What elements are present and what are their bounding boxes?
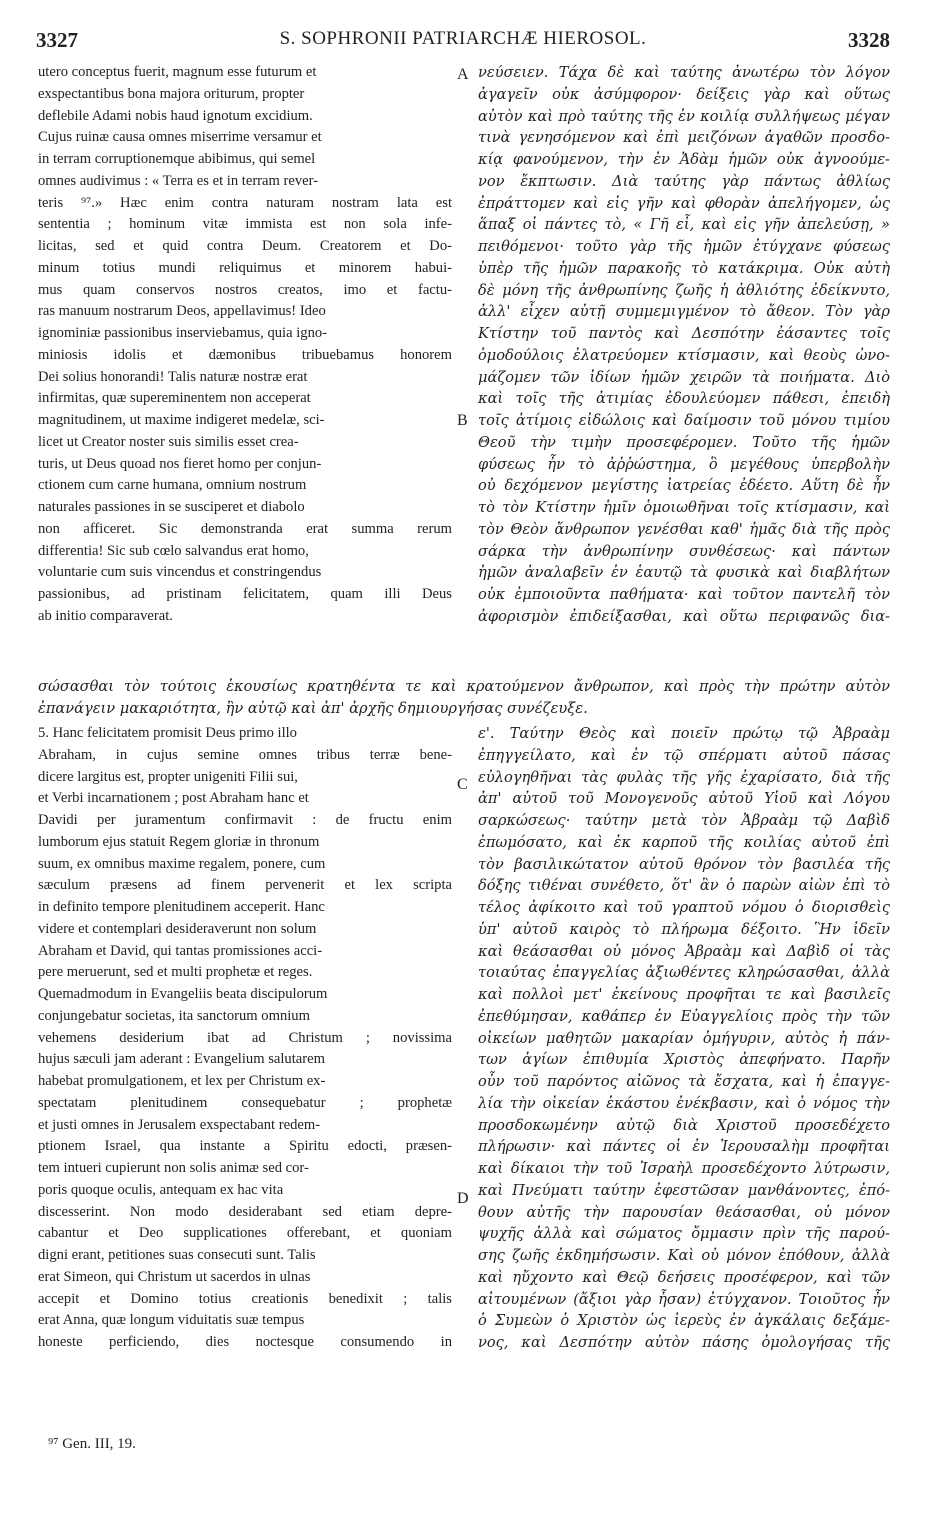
page-header xyxy=(36,28,890,54)
greek-text-line: ὑπ' αὐτοῦ καιρὸς τὸ πλήρωμα δέξοιτο. Ἣν ἰδεῖν xyxy=(478,920,890,938)
latin-text-line: licitas, sed et quid contra Deum. Creatorem et Do- xyxy=(38,238,452,254)
latin-text-line: et Verbi incarnationem ; post Abraham hanc et xyxy=(38,790,309,807)
latin-text-line: poris quoque oculis, antequam ex hac vita xyxy=(38,1181,284,1198)
greek-text-line: καὶ ηὔχοντο καὶ Θεῷ δεήσεις προσέφερον, καὶ τῶν xyxy=(478,1268,890,1286)
latin-text-line: teris ⁹⁷.» Hæc enim contra naturam nostram lata est xyxy=(38,194,452,211)
latin-text-line: sententia ; hominum vitæ immista est non sola infe- xyxy=(38,216,452,233)
latin-text-line: sæculum præsens ad finem pervenerit et lex scripta xyxy=(38,877,452,894)
latin-text-line: et justi omnes in Jerusalem exspectabant redem- xyxy=(38,1116,321,1133)
greek-text-line: αἰτουμένων (ἄξιοι γὰρ ἦσαν) ἐτύγχανον. Τοιοῦτος ἦν xyxy=(478,1290,890,1308)
latin-text-line: conjungebatur societas, ita sanctorum omnium xyxy=(38,1007,310,1024)
latin-text-line: exspectantibus bona majora oriturum, propter xyxy=(38,85,305,102)
greek-text-line: καὶ δίκαιοι τὴν τοῦ Ἰσραὴλ προσεδέχοντο λύτρωσιν, xyxy=(478,1160,890,1177)
greek-text-line: ἐπράττομεν καὶ εἰς γῆν καὶ φθορὰν ἀπελήγομεν, ὡς xyxy=(478,194,890,212)
greek-text-line: ἐπωμόσατο, καὶ ἐκ καρποῦ τῆς κοιλίας αὐτοῦ ἐπὶ xyxy=(478,833,890,851)
greek-text-line: σαρκώσεως· ταύτην μετὰ τὸν Ἀβραὰμ τῷ Δαβὶδ xyxy=(478,812,890,829)
greek-text-line: ἀγαγεῖν οὐκ ἀσύμφορον· δείξεις γὰρ καὶ οὕτως xyxy=(478,85,890,103)
greek-text-line: τὸν Θεὸν ἄνθρωπον γενέσθαι καθ' ἡμᾶς διὰ τῆς πρὸς xyxy=(478,520,890,538)
latin-text-line: ptionem Israel, qua instante a Spiritu edocti, præsen- xyxy=(38,1138,452,1155)
margin-marker-c: C xyxy=(457,776,468,793)
latin-text-line: infirmitas, quæ supereminentem non acceperat xyxy=(38,390,311,407)
latin-text-line: lumborum ejus statuit Regem gloriæ in thronum xyxy=(38,833,320,850)
greek-text-line: ἐπεθύμησαν, καθάπερ ἐν Εὐαγγελίοις πρὸς τὴν τῶν xyxy=(478,1007,890,1025)
latin-text-line: Abraham, in cujus semine omnes tribus terræ bene- xyxy=(38,746,452,763)
greek-text-line: ἐπηγγείλατο, καὶ ἐν τῷ σπέρματι αὐτοῦ πάσας xyxy=(478,746,890,764)
greek-text-line: Θεοῦ τὴν τιμὴν προσεφέρομεν. Τοῦτο τῆς ἡμῶν xyxy=(478,433,890,451)
greek-text-line: των ἁγίων ἐπιθυμία Χριστὸς ἀπεφήνατο. Παρῆν xyxy=(478,1051,890,1069)
greek-text-line: ψυχῆς ἀλλὰ καὶ σώματος ὄμμασιν πρὶν τῆς παρού- xyxy=(478,1225,890,1243)
greek-text-line: πλήρωσιν· καὶ πάντες οἱ ἐν Ἱερουσαλὴμ προφῆται xyxy=(478,1138,890,1156)
greek-text-line: οἰκείων μαθητῶν μακαρίαν ὁμήγυριν, αὐτὸς ἡ πάν- xyxy=(478,1029,890,1047)
latin-text-line: turis, ut Deus quoad nos fieret homo per conjun- xyxy=(38,455,322,472)
greek-text-line: εὐλογηθῆναι τὰς φυλὰς τῆς γῆς ἐχαρίσατο, διὰ τῆς xyxy=(478,768,890,786)
greek-text-line: ἡμῶν ἀναλαβεῖν ἐν ἑαυτῷ τὰ φυσικὰ καὶ διαβλήτων xyxy=(478,564,890,582)
greek-text-line: καὶ Πνεύματι ταύτην ἐφεστῶσαν μανθάνοντες, ἐπό- xyxy=(478,1181,890,1199)
left-page-number: 3327 xyxy=(36,28,78,52)
latin-text-line: tem intueri cupierunt non solis animæ sed cor- xyxy=(38,1160,309,1176)
greek-text-line: οὖν τοῦ παρόντος αἰῶνος τὰ ἔσχατα, καὶ ἡ ἐπαγγε- xyxy=(478,1073,890,1090)
greek-text-line: καὶ τοῖς τῆς ἀτιμίας ἐδουλεύομεν πάθεσι, ἐπειδὴ xyxy=(478,390,890,408)
latin-text-line: differentia! Sic sub cœlo salvandus erat homo, xyxy=(38,542,309,559)
latin-text-line: cabantur et Deo supplicationes offerebant, et quoniam xyxy=(38,1225,452,1242)
latin-text-line: digni erant, petitiones suas consecuti sunt. Talis xyxy=(38,1247,316,1263)
greek-text-line: ὁ Συμεὼν ὁ Χριστὸν ὡς ἱερεὺς ἐν ἀγκάλαις δεξάμε- xyxy=(478,1312,890,1330)
latin-column-top xyxy=(38,62,452,628)
latin-text-line: licet ut Creator noster suis similis esset crea- xyxy=(38,433,299,450)
greek-text-line: τὸ τὸν Κτίστην ἡμῖν ὁμοιωθῆναι τοῖς κτίσμασιν, καὶ xyxy=(478,499,890,516)
footnote: ⁹⁷ Gen. III, 19. xyxy=(48,1436,136,1452)
latin-text-line: minum totius mundi reliquimus et minorem habui- xyxy=(38,259,452,276)
latin-text-line: habebat promulgationem, et lex per Christum ex- xyxy=(38,1073,326,1089)
latin-column-bottom xyxy=(38,723,452,1354)
greek-text-line: σάρκα τὴν ἀνθρωπίνην συνθέσεως· καὶ πάντων xyxy=(478,542,890,560)
latin-text-line: vehemens desiderium ibat ad Christum ; novissima xyxy=(38,1029,452,1046)
latin-text-line: magnitudinem, ut maxime indigeret medelæ, sci- xyxy=(38,412,325,428)
greek-text-line: αὐτὸν καὶ πρὸ ταύτης τῆς ἐν κοιλίᾳ συλλήψεως μέγαν xyxy=(478,107,890,125)
greek-text-line: τέλος ἀφίκοιτο καὶ τοῦ γραπτοῦ νόμου ὁ διορισθεὶς xyxy=(478,899,890,916)
greek-text-line: οὐ δεχόμενον μεγίστης ἰατρείας ἐδέετο. Αὕτη δὲ ἦν xyxy=(478,477,890,495)
greek-text-line: φύσεως ἦν τὸ ἀῤῥώστημα, ὃ μεγέθους ὑπερβολὴν xyxy=(478,455,890,473)
latin-text-line: deflebile Adami nobis haud ignotum excidium. xyxy=(38,107,313,124)
latin-text-line: honeste perficiendo, dies noctesque consumendo in xyxy=(38,1334,452,1350)
latin-text-line: Quemadmodum in Evangeliis beata discipulorum xyxy=(38,986,328,1002)
greek-text-line: ἀπ' αὐτοῦ τοῦ Μονογενοῦς αὐτοῦ Υἱοῦ καὶ Λόγου xyxy=(478,790,890,808)
latin-text-line: pere meruerunt, sed et multi prophetæ et reges. xyxy=(38,964,313,981)
greek-text-line: ἀφορισμὸν ἐπιδείξασθαι, καὶ οὕτω περιφανῶς δια- xyxy=(478,607,890,625)
latin-text-line: erat Simeon, qui Christum ut sacerdos in ulnas xyxy=(38,1268,311,1285)
greek-text-line: νον ἔκπτωσιν. Διὰ ταύτης γὰρ πάντως ἀθλίως xyxy=(478,172,890,190)
greek-text-line: μάζομεν τῶν ἰδίων ἡμῶν χειρῶν τὰ ποιήματα. Διὸ xyxy=(478,368,890,386)
greek-text-line: καὶ θεάσασθαι οὐ μόνος Ἀβραὰμ καὶ Δαβὶδ οἱ τὰς xyxy=(478,942,890,960)
greek-text-line: ὁμοδούλοις ἐλατρεύομεν κτίσμασιν, καὶ θεοὺς ὠνο- xyxy=(478,346,890,364)
latin-text-line: hujus sæculi jam aderant : Evangelium salutarem xyxy=(38,1051,325,1068)
latin-text-line: discesserint. Non modo desiderabant sed etiam depre- xyxy=(38,1203,452,1220)
greek-text-line: δόξης τιθέναι συνέθετο, ὅτ' ἂν ὁ παρὼν αἰὼν ἐπὶ τὸ xyxy=(478,877,890,895)
greek-spanning-line: ἐπανάγειν μακαριότητα, ἣν αὐτῷ καὶ ἀπ' ἀρχῆς δημιουργήσας συνέζευξε. xyxy=(38,699,588,717)
greek-text-line: κίᾳ φανούμενον, τὴν ἐν Ἀδὰμ ἡμῶν οὐκ ἀγνοούμε- xyxy=(478,151,890,168)
latin-text-line: 5. Hanc felicitatem promisit Deus primo illo xyxy=(38,725,297,741)
greek-text-line: πειθόμενοι· τοῦτο γὰρ τῆς ἡμῶν ἐτύγχανε φύσεως xyxy=(478,238,890,255)
latin-text-line: Abraham et David, qui tantas promissiones acci- xyxy=(38,942,323,959)
greek-text-line: δὲ μόνη τῆς ἀνθρωπίνης ζωῆς ἡ ἀθλιότης ἐδείκνυτο, xyxy=(478,281,890,299)
latin-text-line: in definito tempore plenitudinem acceperit. Hanc xyxy=(38,899,325,915)
latin-text-line: spectatam plenitudinem consequebatur ; prophetæ xyxy=(38,1094,452,1111)
greek-text-line: θουν αὐτῆς τὴν παρουσίαν θεάσασθαι, οὐ μόνον xyxy=(478,1203,890,1221)
latin-text-line: miniosis idolis et dæmonibus tribuebamus honorem xyxy=(38,346,452,363)
latin-text-line: ab initio comparaverat. xyxy=(38,607,173,624)
latin-text-line: ignominiæ passionibus inserviebamus, quia igno- xyxy=(38,325,328,341)
latin-text-line: accepit et Domino totius creationis benedixit ; talis xyxy=(38,1290,452,1307)
greek-text-line: τοιαύτας ἐπαγγελίας ἀξιωθέντες κληρώσασθαι, ἀλλὰ xyxy=(478,964,890,982)
latin-text-line: videre et contemplari desideraverunt non solum xyxy=(38,920,317,937)
latin-text-line: in terram corruptionemque abibimus, qui semel xyxy=(38,151,316,167)
running-title: S. SOPHRONII PATRIARCHÆ HIEROSOL. xyxy=(279,28,647,49)
latin-text-line: mus quam conservos nostros creatos, imo et factu- xyxy=(38,281,452,298)
latin-text-line: Dei solius honorandi! Talis naturæ nostræ erat xyxy=(38,368,308,385)
greek-text-line: σης ζωῆς ἐκδημήσωσιν. Καὶ οὐ μόνον ἐπόθουν, ἀλλὰ xyxy=(478,1247,890,1264)
margin-marker-a: A xyxy=(457,66,469,83)
latin-text-line: Davidi per juramentum confirmavit : de fructu enim xyxy=(38,812,452,828)
greek-text-line: ἅπαξ οἱ πάντες τὸ, « Γῆ εἶ, καὶ εἰς γῆν ἀπελεύσῃ, » xyxy=(478,216,890,234)
right-page-number: 3328 xyxy=(848,28,890,52)
latin-text-line: dicere largitus est, propter unigeniti Filii sui, xyxy=(38,768,298,785)
latin-text-line: omnes audivimus : « Terra es et in terram rever- xyxy=(38,172,319,189)
latin-text-line: voluntarie cum suis vincendus et constringendus xyxy=(38,564,322,581)
latin-text-line: erat Anna, quæ longum viduitatis suæ tempus xyxy=(38,1312,305,1329)
greek-column-bottom xyxy=(478,723,890,1354)
greek-spanning-lines xyxy=(38,676,890,720)
greek-text-line: νος, καὶ Δεσπότην αὐτὸν πάσης ὁμολογήσας τῆς xyxy=(478,1334,890,1351)
latin-text-line: ras manuum nostrarum Deos, appellavimus! Ideo xyxy=(38,303,326,320)
greek-text-line: καὶ πολλοὶ μετ' ἐκείνους προφῆται τε καὶ βασιλεῖς xyxy=(478,986,890,1003)
greek-text-line: ε'. Ταύτην Θεὸς καὶ ποιεῖν πρώτῳ τῷ Ἀβραὰμ xyxy=(478,725,890,742)
latin-text-line: ctionem cum carne humana, omnium nostrum xyxy=(38,477,307,494)
latin-text-line: naturales passiones in se susciperet et diabolo xyxy=(38,499,305,515)
greek-spanning-line: σώσασθαι τὸν τούτοις ἑκουσίως κρατηθέντα τε καὶ κρατούμενον ἄνθρωπον, καὶ πρὸς τὴν πρώτην αὐτὸν xyxy=(38,678,890,695)
latin-text-line: passionibus, ad pristinam felicitatem, quam illi Deus xyxy=(38,586,452,602)
greek-text-line: τοῖς ἀτίμοις εἰδώλοις καὶ δαίμοσιν τοῦ μόνου τιμίου xyxy=(478,412,890,429)
greek-text-line: οὐκ ἐμποιοῦντα παθήματα· καὶ τοῦτον παντελῆ τὸν xyxy=(478,586,890,603)
greek-text-line: νεύσειεν. Τάχα δὲ καὶ ταύτης ἀνωτέρω τὸν λόγον xyxy=(478,64,890,81)
latin-text-line: Cujus ruinæ causa omnes miserrime versamur et xyxy=(38,129,322,146)
greek-text-line: Κτίστην τοῦ παντὸς καὶ Δεσπότην ἐάσαντες τοῖς xyxy=(478,325,890,342)
greek-text-line: ἀλλ' εἶχεν αὐτῇ συμμεμιγμένον τὸ ἄθεον. Τὸν γὰρ xyxy=(478,303,890,321)
margin-marker-d: D xyxy=(457,1190,469,1207)
latin-text-line: utero conceptus fuerit, magnum esse futurum et xyxy=(38,64,317,80)
latin-text-line: suum, ex omnibus maxime regalem, ponere, cum xyxy=(38,855,326,872)
latin-text-line: non afficeret. Sic demonstranda erat summa rerum xyxy=(38,520,452,537)
margin-marker-b: B xyxy=(457,412,468,429)
greek-text-line: ὑπὲρ τῆς ἡμῶν παρακοῆς τὸ κατάκριμα. Οὐκ αὐτὴ xyxy=(478,259,890,277)
greek-text-line: προσδοκωμένην αὐτῷ διὰ Χριστοῦ προσεδέχετο xyxy=(478,1116,890,1134)
greek-text-line: λία τὴν οἰκείαν ἑκάστου ἐνέκβασιν, καὶ ὁ νόμος τὴν xyxy=(478,1094,890,1112)
greek-text-line: τὸν βασιλικώτατον αὐτοῦ θρόνον τὸν βασιλέα τῆς xyxy=(478,855,890,873)
greek-text-line: τινὰ γενησόμενον καὶ ἐπὶ μειζόνων ἀγαθῶν προσδο- xyxy=(478,129,890,147)
greek-column-top xyxy=(478,62,890,628)
